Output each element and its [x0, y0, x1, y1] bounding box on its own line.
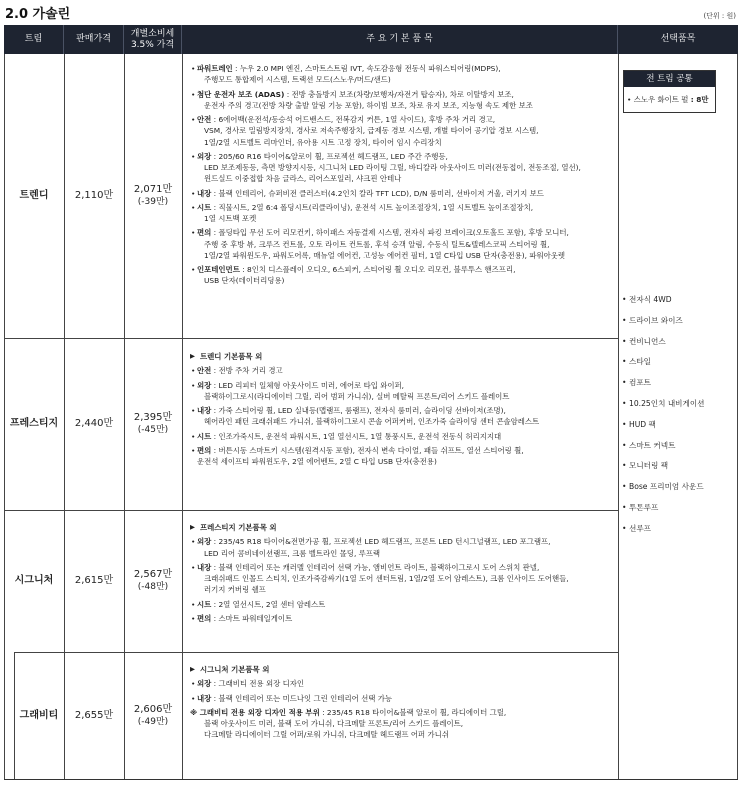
feature-text: : 블랙 인테리어 또는 미드나잇 그린 인테리어 선택 가능 — [211, 693, 392, 703]
feature-line — [190, 89, 581, 100]
feature-line — [190, 202, 581, 213]
feature-key: 안전 — [197, 366, 212, 376]
feature-key: 시트 — [197, 431, 212, 441]
feature-line — [190, 599, 569, 610]
option-item: • 투톤루프 — [622, 504, 705, 525]
feature-line — [190, 562, 569, 573]
feature-line-continued: USB 단자(데이터리딩용) — [204, 276, 285, 286]
feature-line-continued: 크래쉬패드 인몰드 스티치, 인조가죽감싸기(1열 도어 센터트림, 1열/2열 도어 암레스트), 크롬 인사이드 도어핸들, — [204, 574, 569, 583]
trim-tax-price — [124, 54, 182, 338]
trim-price: 2,440만 — [74, 417, 114, 429]
feature-list — [190, 63, 581, 287]
feature-text: : 전방 충돌방지 보조(차량/보행자/자전거 탑승자), 차로 이탈방지 보조, — [284, 89, 514, 99]
option-item: • 스마트 커넥트 — [622, 442, 705, 463]
feature-line-continued: LED 리어 콤비네이션램프, 크롬 벨트라인 몰딩, 루프랙 — [204, 548, 381, 558]
trim-tax-price — [124, 510, 182, 652]
feature-line-continued: 1열/2열 시트벨트 리마인더, 유아용 시트 고정 장치, 타이어 임시 수리장치 — [204, 137, 442, 147]
trim-price: 2,110만 — [74, 189, 114, 201]
feature-line — [190, 264, 581, 275]
feature-text: : 블랙 인테리어, 슈퍼비전 클러스터(4.2인치 칼라 TFT LCD), D/N 룸미러, 선바이저 거울, 러기지 보드 — [211, 188, 544, 198]
feature-line-continued: 1열 시트백 포켓 — [204, 214, 257, 223]
feature-key: 시트 — [197, 599, 212, 609]
header-tax-price — [124, 25, 182, 54]
feature-key: 안전 — [197, 115, 212, 124]
feature-key: 첨단 운전자 보조 (ADAS) — [197, 89, 285, 99]
feature-key: 외장 — [197, 537, 212, 547]
feature-line — [190, 188, 581, 199]
tax-discount: (-48만) — [137, 581, 169, 592]
feature-key: ※ 그래비티 전용 외장 디자인 적용 부위 — [190, 707, 320, 717]
tax-price-value: 2,071만 — [133, 184, 173, 196]
feature-text: : 전방 주차 거리 경고 — [211, 366, 283, 376]
feature-line — [190, 405, 539, 416]
feature-text: : 직물시트, 2열 6:4 폴딩시트(리클라이닝), 운전석 시트 높이조절장치, 1열 시트벨트 높이조절장치, — [211, 202, 534, 212]
feature-section-title: ▶ 시그니처 기본품목 외 — [190, 664, 506, 675]
feature-text: : 블랙 인테리어 또는 캐러멜 인테리어 선택 가능, 앰비언트 라이트, 블랙하이그로시 도어 스위치 판넬, — [211, 562, 540, 572]
option-item: • 10.25인치 내비게이션 — [622, 400, 705, 421]
option-list — [622, 296, 705, 546]
feature-line-continued: 러기지 커버링 쉘프 — [204, 585, 266, 595]
feature-list — [190, 351, 539, 467]
feature-line — [190, 63, 581, 74]
feature-key: 내장 — [197, 562, 212, 572]
feature-line — [190, 536, 569, 547]
feature-section-title: ▶ 프레스티지 기본품목 외 — [190, 522, 569, 533]
tax-price-value: 2,567만 — [133, 569, 173, 581]
option-item: • 컨비니언스 — [622, 338, 705, 359]
trim-price: 2,655만 — [74, 709, 114, 721]
trim-tax-price — [124, 652, 182, 780]
feature-list — [190, 664, 506, 741]
trim-price: 2,615만 — [74, 574, 114, 586]
feature-line-continued: 블랙 아웃사이드 미러, 블랙 도어 가니쉬, 다크메탈 프론트/리어 스키드 플레이트, — [204, 719, 464, 728]
tax-price-value: 2,395만 — [133, 412, 173, 424]
feature-key: 시트 — [197, 202, 212, 212]
header-trim: 트림 — [4, 25, 64, 54]
feature-key: 외장 — [197, 679, 212, 689]
trim-name: 그래비티 — [19, 709, 59, 721]
rule — [618, 54, 619, 779]
unit-note: (단위 : 원) — [703, 12, 736, 20]
feature-text: : 버튼시동 스마트키 시스템(원격시동 포함), 전자식 변속 다이얼, 패들 쉬프트, 열선 스티어링 휠, — [211, 445, 524, 455]
tax-discount: (-49만) — [137, 716, 169, 727]
feature-key: 외장 — [197, 151, 212, 161]
feature-text: : 2열 열선시트, 2열 센터 암레스트 — [211, 599, 326, 609]
option-item: • 모니터링 팩 — [622, 462, 705, 483]
tax-discount: (-45만) — [137, 424, 169, 435]
feature-line-continued: 운전자 주의 경고(전방 차량 출발 알림 기능 포함), 하이빔 보조, 차로 유지 보조, 지능형 속도 제한 보조 — [204, 100, 533, 110]
common-option-item: • 스노우 화이트 펄 : 8만 — [627, 95, 709, 104]
common-option-price: : 8만 — [690, 95, 709, 104]
feature-text: : 8인치 디스플레이 오디오, 6스피커, 스티어링 휠 오디오 리모컨, 블루투스 핸즈프리, — [239, 265, 516, 274]
feature-line — [190, 613, 569, 624]
feature-section-title: ▶ 트렌디 기본품목 외 — [190, 351, 539, 362]
feature-line — [190, 431, 539, 442]
feature-key: 파워트레인 — [197, 64, 233, 73]
feature-line — [190, 365, 539, 376]
tax-discount: (-39만) — [137, 196, 169, 207]
feature-line-continued: 운전석 세이프티 파워윈도우, 2열 에어벤트, 2열 C 타입 USB 단자(충전용) — [197, 457, 437, 466]
feature-key: 편의 — [197, 228, 212, 238]
feature-line-continued: 주행모드 통합제어 시스템, 트랙션 모드(스노우/머드/샌드) — [204, 75, 391, 85]
feature-key: 내장 — [197, 188, 212, 198]
page-title: 2.0 가솔린 — [5, 7, 71, 22]
header-price: 판매가격 — [64, 25, 124, 54]
feature-text: : 235/45 R18 타이어&전면가공 휠, 프로젝션 LED 헤드램프, 프론트 LED 턴시그널램프, LED 포그램프, — [211, 537, 551, 547]
trim-name: 트렌디 — [19, 189, 49, 201]
tax-price-value: 2,606만 — [133, 704, 173, 716]
feature-text: : LED 리피터 일체형 아웃사이드 미러, 에어로 타입 와이퍼, — [211, 380, 405, 390]
feature-line — [190, 678, 506, 689]
rule — [737, 54, 738, 779]
option-item: • 선루프 — [622, 525, 705, 546]
feature-key: 외장 — [197, 380, 212, 390]
common-options-title: 전 트림 공통 — [624, 71, 715, 87]
option-item: • 드라이브 와이즈 — [622, 317, 705, 338]
feature-key: 편의 — [197, 613, 212, 623]
feature-line — [190, 114, 581, 125]
header-options: 선택품목 — [618, 25, 738, 54]
feature-line-continued: 다크메탈 라디에이터 그릴 어퍼/로워 가니쉬, 다크메탈 헤드램프 어퍼 가니쉬 — [204, 730, 449, 740]
header-features: 주 요 기 본 품 목 — [182, 25, 618, 54]
feature-text: : 6에어백(운전석/동승석 어드밴스드, 전복감지 커튼, 1열 사이드), 후방 주차 거리 경고, — [211, 115, 496, 124]
header-tax-price-line2: 3.5% 가격 — [130, 39, 175, 50]
feature-line — [190, 693, 506, 704]
common-options-box — [623, 70, 716, 113]
header-tax-price-line1: 개별소비세 — [130, 29, 175, 40]
common-option-label: 스노우 화이트 펄 — [633, 95, 689, 104]
option-item: • Bose 프리미엄 사운드 — [622, 483, 705, 504]
trim-name: 프레스티지 — [9, 417, 59, 429]
feature-line-continued: 헤어라인 패턴 크래쉬패드 가니쉬, 블랙하이그로시 콘솔 어퍼커버, 인조가죽 슬라이딩 센터 콘솔암레스트 — [204, 417, 540, 427]
feature-line-continued: 윈드실드 이중접합 차음 글라스, 리어스포일러, 샤크핀 안테나 — [204, 174, 402, 184]
feature-line — [190, 380, 539, 391]
feature-line-continued: VSM, 경사로 밀림방지장치, 경사로 저속주행장치, 급제동 경보 시스템, 개별 타이어 공기압 경보 시스템, — [204, 126, 539, 136]
feature-line — [190, 227, 581, 238]
feature-key: 인포테인먼트 — [197, 265, 240, 274]
trim-name: 시그니처 — [14, 574, 54, 586]
option-item: • 스타일 — [622, 358, 705, 379]
feature-text: : 가죽 스티어링 휠, LED 실내등(맵램프, 룸램프), 전자식 룸미러, 슬라이딩 선바이저(조명), — [211, 406, 506, 415]
feature-text: : 그래비티 전용 외장 디자인 — [211, 679, 305, 689]
feature-text: : 인조가죽시트, 운전석 파워시트, 1열 열선시트, 1열 통풍시트, 운전석 전동식 허리지지대 — [211, 431, 502, 441]
trim-tax-price — [124, 338, 182, 510]
feature-text: : 235/45 R18 타이어&블랙 알로이 휠, 라디에이터 그릴, — [319, 707, 507, 717]
feature-line-continued: 블랙하이그로시(라디에이터 그릴, 리어 범퍼 가니쉬), 실버 메탈릭 프론트/리어 스키드 플레이트 — [204, 391, 510, 401]
feature-text: : 폴딩타입 무선 도어 리모컨키, 하이패스 자동결제 시스템, 전자식 파킹 브레이크(오토홀드 포함), 후방 모니터, — [211, 228, 569, 238]
feature-text: : 스마트 파워테일게이트 — [211, 613, 293, 623]
option-item: • 전자식 4WD — [622, 296, 705, 317]
feature-line-continued: 1열/2열 파워윈도우, 파워도어록, 매뉴얼 에어컨, 고성능 에어컨 필터, 1열 C타입 USB 단자(충전용), 파워아웃렛 — [204, 250, 566, 260]
feature-line — [190, 445, 539, 456]
feature-text: : 누우 2.0 MPI 엔진, 스마트스트림 IVT, 속도감응형 전동식 파워스티어링(MDPS), — [232, 64, 501, 73]
feature-text: : 205/60 R16 타이어&알로이 휠, 프로젝션 헤드램프, LED 주간 주행등, — [211, 151, 448, 161]
feature-list — [190, 522, 569, 624]
option-item: • 컴포트 — [622, 379, 705, 400]
rule — [182, 54, 183, 779]
feature-note — [190, 707, 506, 718]
feature-key: 편의 — [197, 445, 212, 455]
option-item: • HUD 팩 — [622, 421, 705, 442]
feature-key: 내장 — [197, 693, 212, 703]
feature-line-continued: LED 보조제동등, 측면 방향지시등, 시그니처 LED 라이팅 그릴, 바디칼라 아웃사이드 미러(전동접이, 전동조절, 열선), — [204, 163, 581, 172]
feature-line — [190, 151, 581, 162]
feature-key: 내장 — [197, 406, 212, 415]
feature-line-continued: 주행 중 후방 뷰, 크루즈 컨트롤, 오토 라이트 컨트롤, 후석 승객 알림, 수동식 틸트&텔레스코픽 스티어링 휠, — [204, 239, 550, 249]
